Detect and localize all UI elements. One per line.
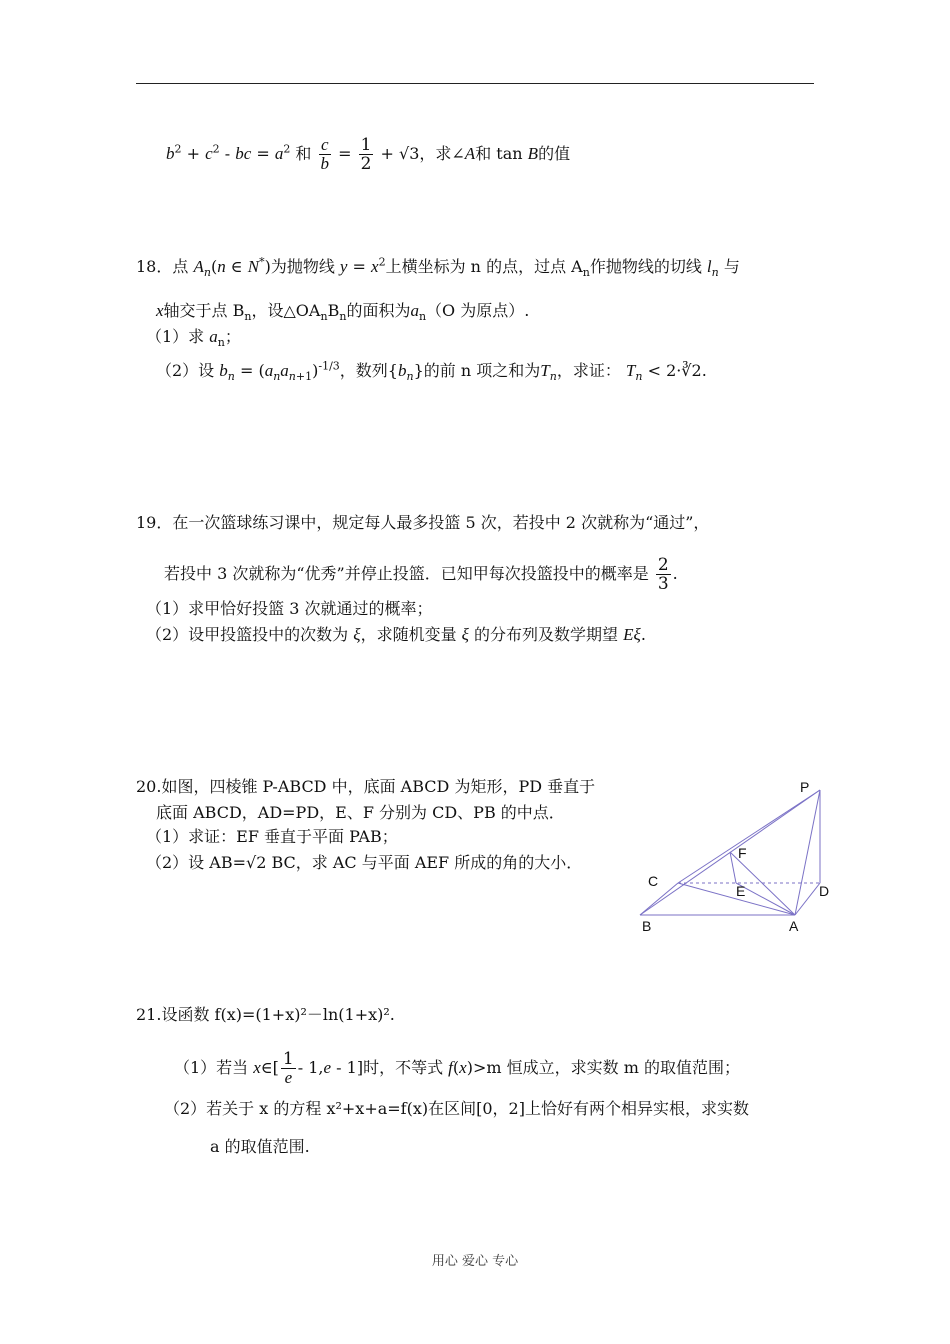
q20-part2: （2）设 AB=√2 BC，求 AC 与平面 AEF 所成的角的大小． xyxy=(146,853,583,872)
page-footer: 用心 爱心 专心 xyxy=(431,1254,519,1269)
label-E: E xyxy=(736,883,746,899)
q21-part2-cont: a 的取值范围. xyxy=(210,1137,310,1156)
label-F: F xyxy=(738,845,747,861)
label-C: C xyxy=(648,873,659,889)
q18-line1: 18．点 $A_n(n$ ∈ N*)为抛物线 $y = x^2$上横坐标为 n 的点，过点 $A_n$作抛物线的切线 $l_n$ 与 xyxy=(136,255,740,280)
q19-line2: 若投中 3 次就称为“优秀”并停止投篮．已知甲每次投篮投中的概率是 $\frac{2}{3}$ . xyxy=(164,555,678,594)
q21-part1: （1）若当 x∈[ $\frac{1}{e}$ - 1,e - 1]时，不等式 f(x)>m 恒成立，求实数 m 的取值范围； xyxy=(174,1049,740,1087)
q19-part2: （2）设甲投篮投中的次数为 ξ，求随机变量 ξ 的分布列及数学期望 Eξ. xyxy=(146,625,646,644)
pyramid-figure xyxy=(630,770,840,940)
label-D: D xyxy=(819,883,830,899)
label-A: A xyxy=(789,918,799,934)
fraction-one-half: $\frac{1}{2}$ xyxy=(360,135,372,174)
q18-part2: （2）设 $b_n = (a_na_{n+1})^{-1/3}$，数列$\{b_n\}$的前 n 项之和为$T_n$，求证： $T_n$ < 2·∛2. xyxy=(156,359,707,384)
q20-line1: 20.如图，四棱锥 P-ABCD 中，底面 ABCD 为矩形，PD 垂直于 xyxy=(136,777,596,796)
label-B: B xyxy=(642,918,652,934)
q18-part1: （1）求 $a_n$； xyxy=(146,327,241,350)
q20-line2: 底面 ABCD，AD=PD，E、F 分别为 CD、PB 的中点． xyxy=(156,803,565,822)
fraction-one-over-e: $\frac{1}{e}$ xyxy=(282,1049,294,1087)
header-rule xyxy=(136,83,814,84)
label-P: P xyxy=(800,779,810,795)
q21-line1: 21.设函数 f(x)=(1+x)²－ln(1+x)². xyxy=(136,1005,395,1024)
q19-part1: （1）求甲恰好投篮 3 次就通过的概率； xyxy=(146,599,433,618)
q18-line2: x轴交于点 $B_n$，设$\triangle OA_nB_n$的面积为$a_n(O$ 为原点）. xyxy=(156,301,530,324)
q21-part2: （2）若关于 x 的方程 x²+x+a=f(x)在区间[0，2]上恰好有两个相异实根，求实数 xyxy=(164,1099,749,1118)
q19-line1: 19．在一次篮球练习课中，规定每人最多投篮 5 次，若投中 2 次就称为“通过”， xyxy=(136,513,710,532)
q17-condition-line: $b^2 + c^2$ - bc = $a^2$ 和 $\frac{c}{b}$ = $\frac{1}{2}$ + √3，求∠A和 tan B的值 xyxy=(166,135,571,174)
fraction-c-over-b: $\frac{c}{b}$ xyxy=(320,135,330,173)
q20-part1: （1）求证：EF 垂直于平面 PAB； xyxy=(146,827,398,846)
fraction-two-thirds: $\frac{2}{3}$ xyxy=(657,555,669,594)
